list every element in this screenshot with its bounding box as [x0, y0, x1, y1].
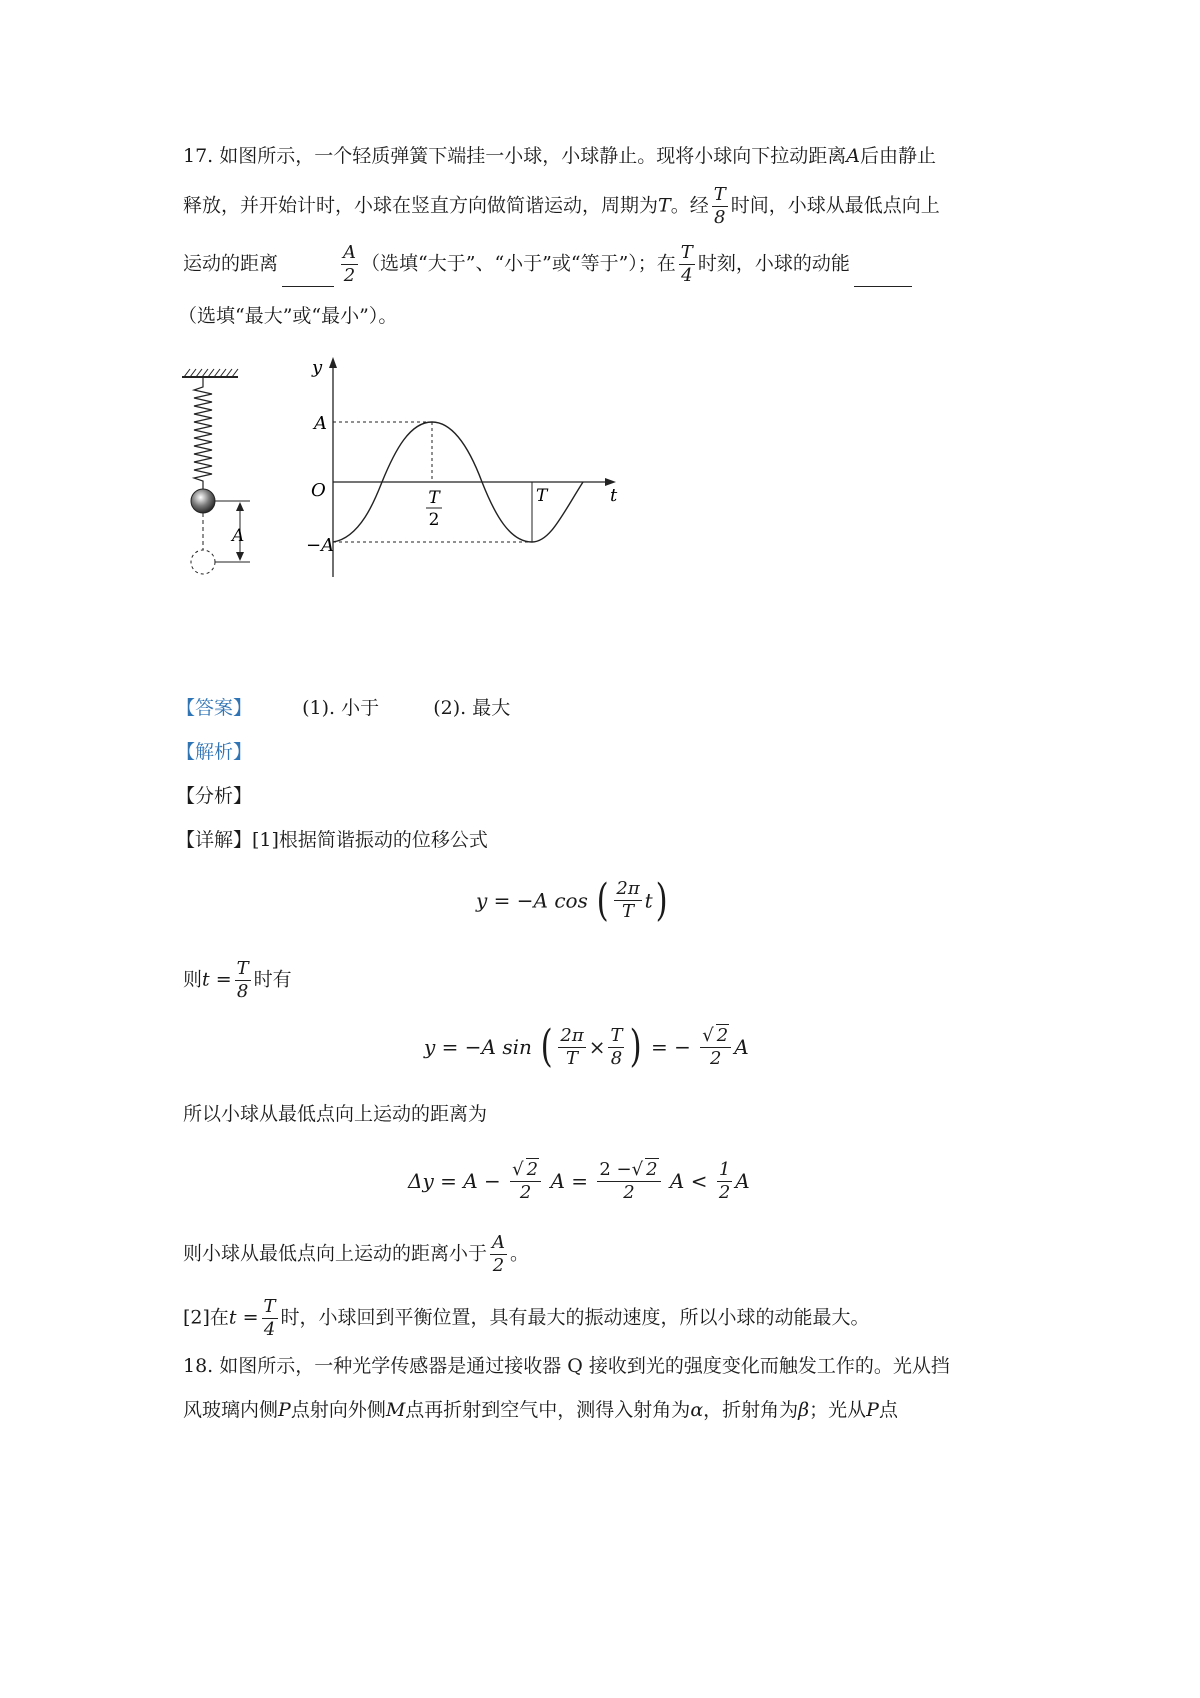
q17-line3: 运动的距离 $\frac{A}{2}$ （选填“大于”、“小于”或“等于”）；在 $\frac{T}{4}$ 时刻，小球的动能: [183, 242, 916, 287]
q17-line2: 释放，并开始计时，小球在竖直方向做简谐运动，周期为T。经 $\frac{T}{8}$ 时间，小球从最低点向上: [183, 184, 940, 228]
answer-blank-1[interactable]: [282, 264, 334, 287]
detail-line: 【详解】[1]根据简谐振动的位移公式: [176, 829, 488, 851]
answer-label: 【答案】: [176, 697, 253, 719]
q18-line1: 18. 如图所示，一种光学传感器是通过接收器 Q 接收到光的强度变化而触发工作的。光从挡: [183, 1355, 950, 1377]
spring-and-graph-figure: [170, 355, 650, 595]
tick-T-half-den: 2: [428, 510, 440, 530]
ceiling-hatch: [184, 369, 238, 377]
spring: [194, 377, 212, 489]
spring-label-A: A: [232, 526, 245, 546]
q17-line4: （选填“最大”或“最小”）。: [178, 305, 398, 327]
fraction-A-2: $\frac{A}{2}$: [343, 242, 357, 286]
equation-displacement: y = −A cos ( $\frac{2\pi}{T}$ t): [476, 874, 668, 926]
then-line: 则t = $\frac{T}{8}$ 时有: [183, 958, 292, 1002]
fraction-T-8: $\frac{T}{8}$: [713, 184, 726, 228]
tick-T: T: [536, 486, 548, 506]
var-A: A: [846, 145, 860, 167]
amplitude-label: A: [314, 413, 327, 434]
fraction-T-4: $\frac{T}{4}$: [680, 242, 693, 286]
answer-item-1: (1). 小于: [302, 697, 380, 719]
q17-line1: 17. 如图所示，一个轻质弹簧下端挂一小球，小球静止。现将小球向下拉动距离A后由静止: [183, 145, 937, 167]
ball-lower-position: [191, 550, 215, 574]
tick-T-half-num: T: [428, 488, 440, 508]
q18-line2: 风玻璃内侧P点射向外侧M点再折射到空气中，测得入射角为α，折射角为β；光从P点: [183, 1399, 898, 1421]
origin-label: O: [311, 480, 326, 501]
fenxi-heading: 【分析】: [176, 785, 253, 807]
part2-line: [2]在t = $\frac{T}{4}$ 时，小球回到平衡位置，具有最大的振动速度，所以小球的动能最大。: [183, 1296, 870, 1340]
ball: [191, 489, 215, 513]
t-axis-label: t: [610, 485, 618, 506]
equation-sin: y = −A sin ( $\frac{2\pi}{T}$ × $\frac{T}{8}$ ) = − $\frac{√ 2}{2}$ A: [424, 1021, 749, 1072]
neg-amplitude-label: −A: [306, 535, 335, 556]
answer-line: [176, 694, 510, 722]
equation-delta-y: Δy = A − $\frac{√ 2}{2}$ A = $\frac{2 -√ 2}{2}$ A < $\frac{1}{2}$ A: [408, 1158, 750, 1203]
y-axis-label: y: [312, 357, 323, 378]
y-axis-arrow: [329, 357, 337, 368]
analysis-heading: 【解析】: [176, 741, 253, 763]
so-line: 所以小球从最低点向上运动的距离为: [183, 1103, 488, 1125]
conclusion-line: 则小球从最低点向上运动的距离小于 $\frac{A}{2}$ 。: [183, 1232, 530, 1276]
answer-blank-2[interactable]: [854, 264, 912, 287]
answer-item-2: (2). 最大: [433, 697, 511, 719]
